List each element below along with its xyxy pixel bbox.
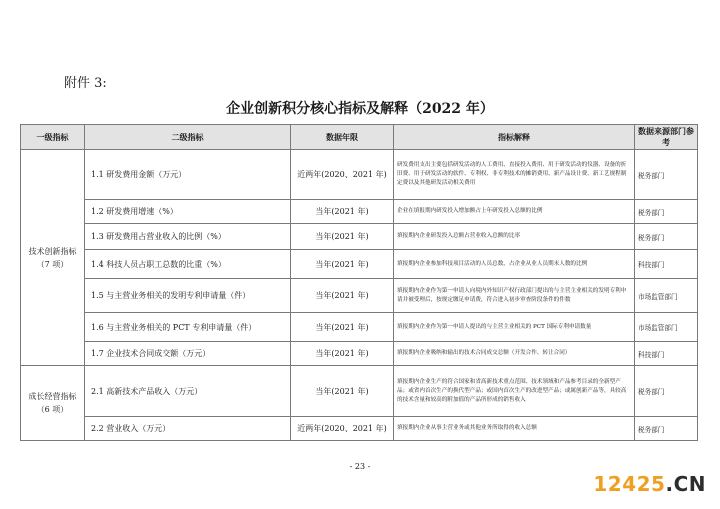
source-cell: 税务部门 <box>635 150 698 200</box>
years-cell: 当年(2021 年) <box>291 342 394 366</box>
source-cell: 税务部门 <box>635 200 698 224</box>
explanation-cell: 填报期内企业作为第一申请人向境内外知识产权行政部门提出的与主营主业相关的发明专利申请并被受理后，按规定缴足申请费，符合进入初步审查阶段条件的件数 <box>394 279 635 313</box>
indicator-cell: 1.1 研发费用金额（万元） <box>85 150 291 200</box>
source-cell: 科技部门 <box>635 250 698 279</box>
table-row <box>21 250 698 279</box>
indicator-cell: 1.3 研发费用占营业收入的比例（%） <box>85 224 291 250</box>
document-title: 企业创新积分核心指标及解释（2022 年） <box>226 101 494 117</box>
indicator-cell: 1.2 研发费用增速（%） <box>85 200 291 224</box>
indicator-cell: 1.7 企业技术合同成交额（万元） <box>85 342 291 366</box>
explanation-cell: 填报期内企业生产的符合国家和省高新技术重点范围、技术领域和产品参考目录的全新型产品；或省内首次生产的换代型产品；或国内首次生产的改进型产品；或属创新产品等，具较高的技术含量和较高的附加值的产品所形成的销售收入 <box>394 366 635 417</box>
group-count: （6 项） <box>36 405 69 414</box>
table-row <box>21 417 698 441</box>
table-row <box>21 150 698 200</box>
years-cell: 当年(2021 年) <box>291 279 394 313</box>
source-cell: 税务部门 <box>635 224 698 250</box>
source-cell: 科技部门 <box>635 342 698 366</box>
table-row <box>21 200 698 224</box>
header-level1: 一级指标 <box>21 125 85 150</box>
explanation-cell: 填报期内企业作为第一申请人提出的与主营主业相关的 PCT 国际专利申请数量 <box>394 313 635 342</box>
group-cell-tech <box>21 150 85 366</box>
indicator-cell: 1.5 与主营业务相关的发明专利申请量（件） <box>85 279 291 313</box>
years-cell: 当年(2021 年) <box>291 313 394 342</box>
indicator-cell: 1.4 科技人员占职工总数的比重（%） <box>85 250 291 279</box>
years-cell: 当年(2021 年) <box>291 250 394 279</box>
header-source: 数据来源部门参考 <box>635 125 698 150</box>
table-row <box>21 224 698 250</box>
source-cell: 税务部门 <box>635 417 698 441</box>
source-cell: 税务部门 <box>635 366 698 417</box>
header-level2: 二级指标 <box>85 125 291 150</box>
source-cell: 市场监管部门 <box>635 279 698 313</box>
explanation-cell: 企业在填报期内研发投入增加额占上年研发投入总额的比例 <box>394 200 635 224</box>
years-cell: 近两年(2020、2021 年) <box>291 417 394 441</box>
page-number: - 23 - <box>349 462 371 471</box>
years-cell: 当年(2021 年) <box>291 366 394 417</box>
explanation-cell: 填报期内企业吸纳和输出的技术合同成交总额（开发合作、转让合同） <box>394 342 635 366</box>
table-row <box>21 279 698 313</box>
explanation-cell: 填报期内企业参加科技项目活动的人员总数，占企业从业人员期末人数的比例 <box>394 250 635 279</box>
header-explanation: 指标解释 <box>394 125 635 150</box>
watermark-logo <box>593 472 706 496</box>
explanation-cell: 研发费用支出主要包括研发活动的人工费用、直接投入费用、用于研发活动的仪器、设备的折旧费、用于研发活动的软件、专利权、非专利技术的摊销费用、新产品设计费、新工艺规程制定费以及其他研发活动相关费用 <box>394 150 635 200</box>
explanation-cell: 填报期内企业研发投入总额占营业收入总额的比率 <box>394 224 635 250</box>
table-row <box>21 313 698 342</box>
header-years: 数据年限 <box>291 125 394 150</box>
attachment-label: 附件 3: <box>64 76 107 91</box>
table-row <box>21 366 698 417</box>
years-cell: 近两年(2020、2021 年) <box>291 150 394 200</box>
watermark-number: 12425 <box>593 472 666 496</box>
indicator-cell: 1.6 与主营业务相关的 PCT 专利申请量（件） <box>85 313 291 342</box>
group-count: （7 项） <box>36 259 69 269</box>
table-row <box>21 342 698 366</box>
group-name: 成长经营指标 <box>28 392 77 401</box>
indicator-cell: 2.2 营业收入（万元） <box>85 417 291 441</box>
group-cell-growth <box>21 366 85 441</box>
watermark-suffix: .CN <box>665 472 706 496</box>
group-name: 技术创新指标 <box>28 246 77 256</box>
table-header-row <box>21 125 698 150</box>
indicator-table <box>20 124 698 441</box>
years-cell: 当年(2021 年) <box>291 224 394 250</box>
source-cell: 市场监管部门 <box>635 313 698 342</box>
indicator-cell: 2.1 高新技术产品收入（万元） <box>85 366 291 417</box>
years-cell: 当年(2021 年) <box>291 200 394 224</box>
explanation-cell: 填报期内企业从事主营业务或其他业务所取得的收入总额 <box>394 417 635 441</box>
